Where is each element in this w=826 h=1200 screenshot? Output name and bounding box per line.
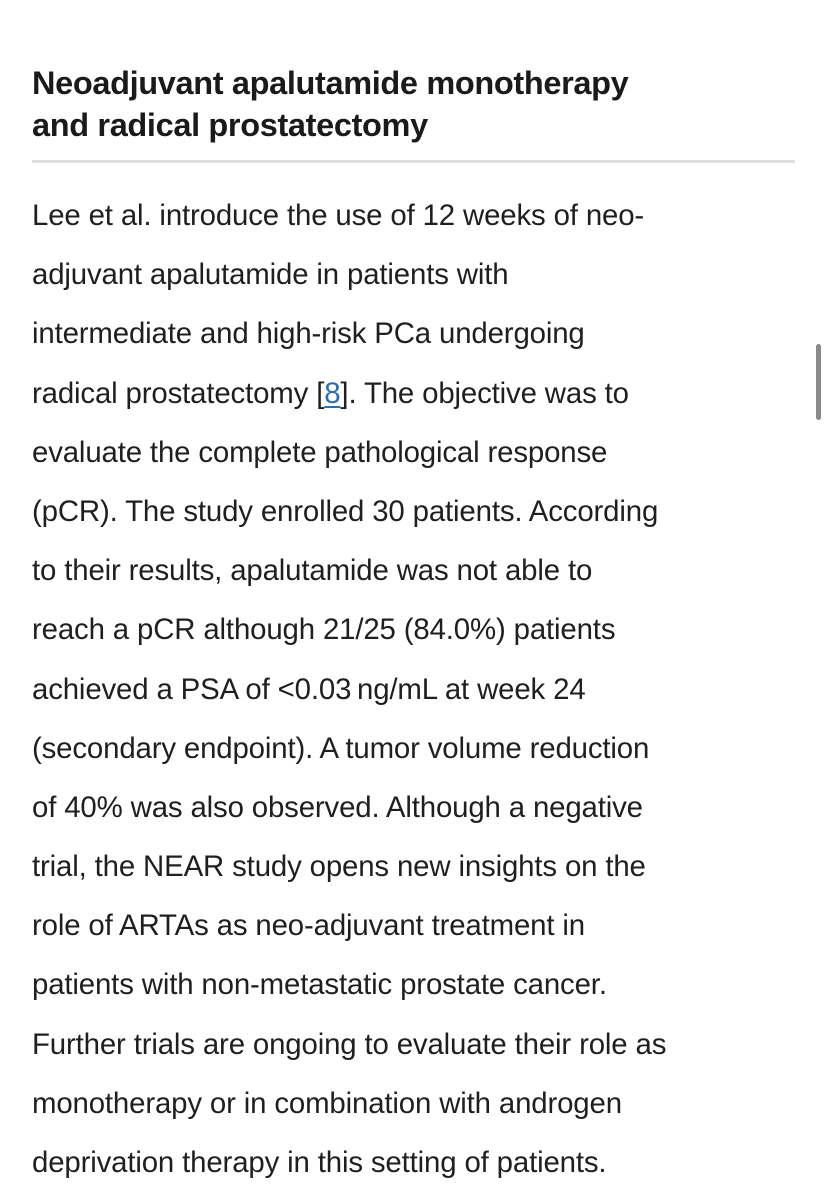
section-heading-line-2: and radical prostatectomy [32,107,428,143]
section-heading-line-1: Neoadjuvant apalutamide monotherapy [32,65,629,101]
paragraph-line: achieved a PSA of <0.03 ng/mL at week 24 [32,672,586,706]
paragraph-line: intermediate and high-risk PCa undergoing [32,317,585,351]
paragraph-line: Further trials are ongoing to evaluate their role as [32,1027,667,1061]
paragraph-text: radical prostatectomy [ [32,376,325,410]
paragraph-line: (secondary endpoint). A tumor volume reduction [32,731,650,765]
paragraph-line: deprivation therapy in this setting of patients. [32,1146,607,1179]
paragraph-line: (pCR). The study enrolled 30 patients. According [32,494,659,528]
paragraph-line: reach a pCR although 21/25 (84.0%) patients [32,613,616,647]
paragraph-line: patients with non-metastatic prostate cancer. [32,968,607,1002]
paragraph-line: role of ARTAs as neo-adjuvant treatment in [32,909,585,943]
reference-link-8[interactable]: 8 [324,376,341,410]
paragraph-line: adjuvant apalutamide in patients with [32,258,509,292]
paragraph-line: Lee et al. introduce the use of 12 weeks of neo- [32,199,645,232]
heading-divider [32,160,795,163]
paragraph-line: evaluate the complete pathological response [32,435,608,469]
vertical-scrollbar-thumb[interactable] [816,344,821,420]
paragraph-line-with-reference [32,364,802,423]
paragraph-line: monotherapy or in combination with androgen [32,1086,622,1120]
paragraph-line: to their results, apalutamide was not able to [32,554,593,588]
paragraph-text: ]. The objective was to [340,376,629,410]
paragraph-line: of 40% was also observed. Although a negative [32,790,643,824]
section-heading [32,62,802,146]
paragraph-line: trial, the NEAR study opens new insights on the [32,850,646,884]
article-paragraph [32,186,802,1192]
